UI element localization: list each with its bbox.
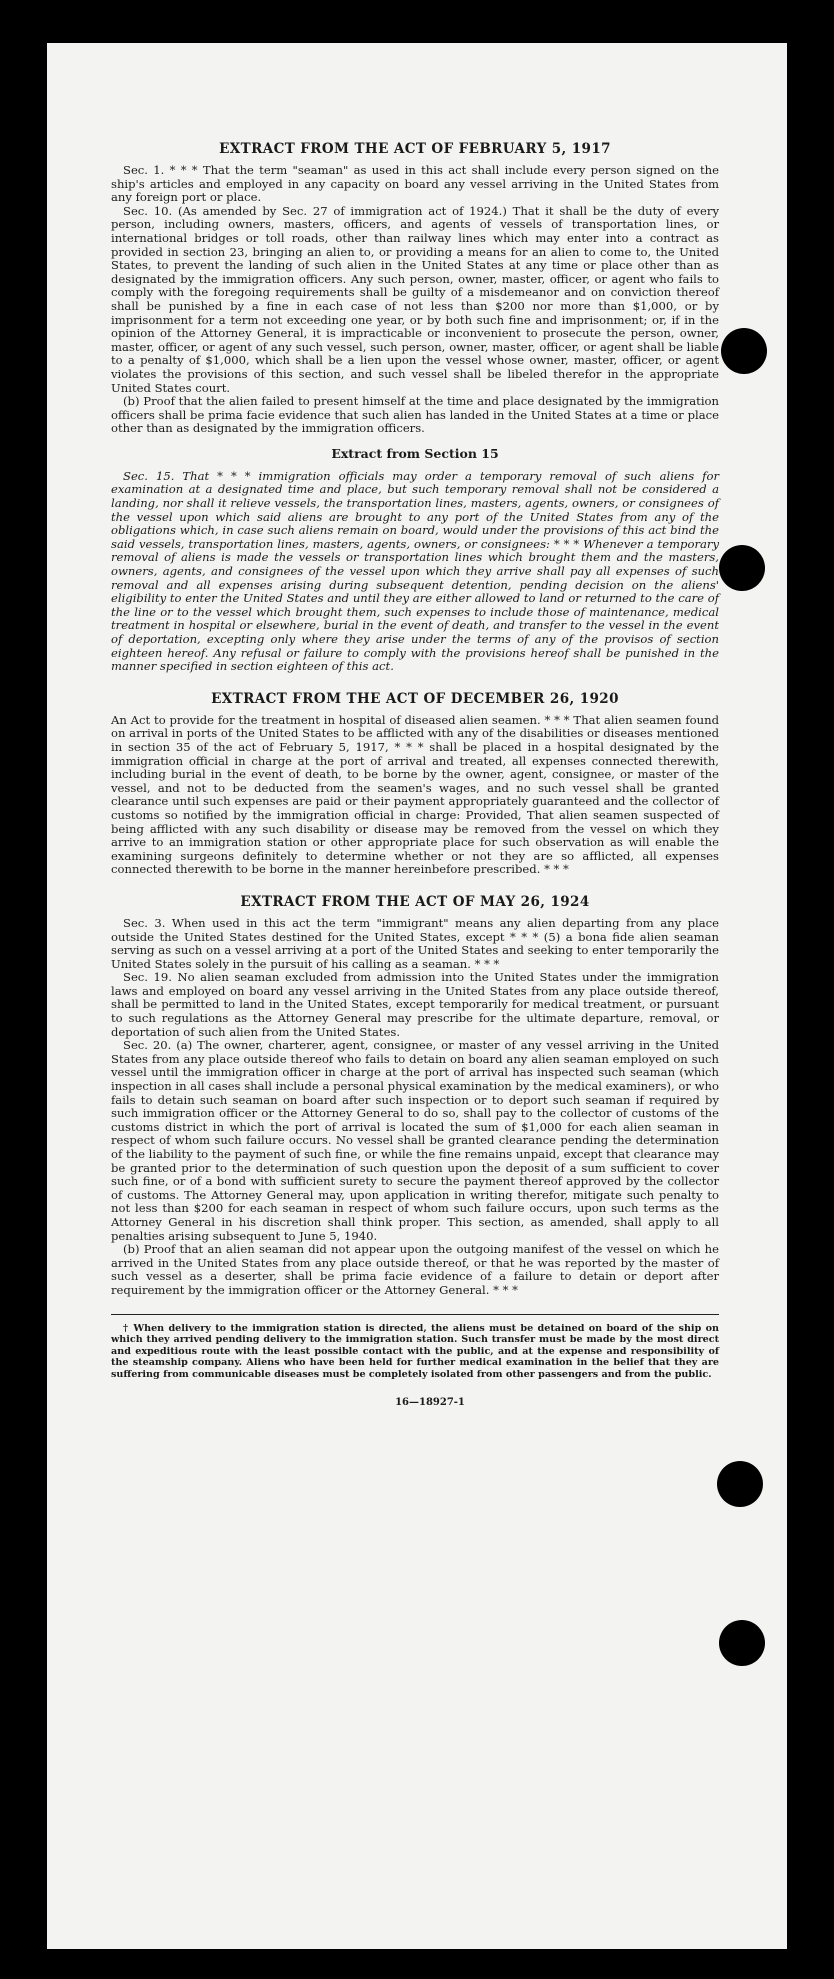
paragraph-sec-10: Sec. 10. (As amended by Sec. 27 of immigration act of 1924.) That it shall be the duty of every person, including owners, masters, officers, and agents of vessels of transportation lines, or international bridges or toll roads, other than railway lines which may enter into a contract as provided in section 23, bringing an alien to, or providing a means for an alien to come to, the United States, to prevent the landing of such alien in the United States at any time or place other than as designated by the immigration officers. Any such person, owner, master, officer, or agent who fails to comply with the foregoing requirements shall be guilty of a misdemeanor and on conviction thereof shall be punished by a fine in each case of not less than $200 nor more than $1,000, or by imprisonment for a term not exceeding one year, or by both such fine and imprisonment; or, if in the opinion of the Attorney General, it is impracticable or inconvenient to prosecute the person, owner, master, officer, or agent of any such vessel, such person, owner, master, officer, or agent shall be liable to a penalty of $1,000, which shall be a lien upon the vessel whose owner, master, officer, or agent violates the provisions of this section, and such vessel shall be libeled therefor in the appropriate United States court. <box>111 203 719 395</box>
heading-act-1920: EXTRACT FROM THE ACT OF DECEMBER 26, 1920 <box>211 690 619 707</box>
document-page <box>47 43 787 1949</box>
punch-hole <box>719 545 765 591</box>
paragraph-sec-10b: (b) Proof that the alien failed to present himself at the time and place designated by the immigration officers shall be prima facie evidence that such alien has landed in the United States at a time or place other than as designated by the immigration officers. <box>111 394 719 436</box>
heading-act-1924: EXTRACT FROM THE ACT OF MAY 26, 1924 <box>240 893 590 910</box>
paragraph-act-1920: An Act to provide for the treatment in hospital of diseased alien seamen. * * * That alien seamen found on arrival in ports of the United States to be afflicted with any of the disabilities or diseases mentioned in section 35 of the act of February 5, 1917, * * * shall be placed in a hospital designated by the immigration official in charge at the port of arrival and treated, all expenses connected therewith, including burial in the event of death, to be borne by the owner, agent, consignee, or master of the vessel, and not to be deducted from the seamen's wages, and no such vessel shall be granted clearance until such expenses are paid or their payment appropriately guaranteed and the collector of customs so notified by the immigration official in charge: Provided, That alien seamen suspected of being afflicted with any such disability or disease may be removed from the vessel on which they arrive to an immigration station or other appropriate place for such observation as will enable the examining surgeons definitely to determine whether or not they are so afflicted, all expenses connected therewith to be borne in the manner hereinbefore prescribed. * * * <box>111 712 719 877</box>
footnote-divider <box>111 1314 719 1315</box>
paragraph-sec-3: Sec. 3. When used in this act the term "immigrant" means any alien departing from any place outside the United States destined for the United States, except * * * (5) a bona fide alien seaman serving as such on a vessel arriving at a port of the United States and seeking to enter temporarily the United States solely in the pursuit of his calling as a seaman. * * * <box>111 915 719 971</box>
punch-hole <box>717 1461 763 1507</box>
heading-section-15: Extract from Section 15 <box>331 445 499 461</box>
paragraph-sec-19: Sec. 19. No alien seaman excluded from admission into the United States under the immigration laws and employed on board any vessel arriving in the United States from any place outside thereof, shall be permitted to land in the United States, except temporarily for medical treatment, or pursuant to such regulations as the Attorney General may prescribe for the ultimate departure, removal, or deportation of such alien from the United States. <box>111 970 719 1039</box>
paragraph-sec-1: Sec. 1. * * * That the term "seaman" as used in this act shall include every person signed on the ship's articles and employed in any capacity on board any vessel arriving in the United States from any foreign port or place. <box>111 163 719 205</box>
paragraph-sec-20a: Sec. 20. (a) The owner, charterer, agent, consignee, or master of any vessel arriving in the United States from any place outside thereof who fails to detain on board any alien seaman employed on such vessel until the immigration officer in charge at the port of arrival has inspected such seaman (which inspection in all cases shall include a personal physical examination by the medical examiners), or who fails to detain such seaman on board after such inspection or to deport such seaman if required by such immigration officer or the Attorney General to do so, shall pay to the collector of customs of the customs district in which the port of arrival is located the sum of $1,000 for each alien seaman in respect of whom such failure occurs. No vessel shall be granted clearance pending the determination of the liability to the payment of such fine, or while the fine remains unpaid, except that clearance may be granted prior to the determination of such question upon the deposit of a sum sufficient to cover such fine, or of a bond with sufficient surety to secure the payment thereof approved by the collector of customs. The Attorney General may, upon application in writing therefor, mitigate such penalty to not less than $200 for each seaman in respect of whom such failure occurs, upon such terms as the Attorney General in his discretion shall think proper. This section, as amended, shall apply to all penalties arising subsequent to June 5, 1940. <box>111 1038 719 1243</box>
punch-hole <box>719 1620 765 1666</box>
heading-act-1917: EXTRACT FROM THE ACT OF FEBRUARY 5, 1917 <box>219 141 611 157</box>
footnote: † When delivery to the immigration station is directed, the aliens must be detained on board of the ship on which they arrived pending delivery to the immigration station. Such transfer must be made by the most direct and expeditious route with the least possible contact with the public, and at the expense and responsibility of the steamship company. Aliens who have been held for further medical examination in the belief that they are suffering from communicable diseases must be completely isolated from other passengers and from the public. <box>111 1322 719 1380</box>
paragraph-sec-20b: (b) Proof that an alien seaman did not appear upon the outgoing manifest of the vessel on which he arrived in the United States from any place outside thereof, or that he was reported by the master of such vessel as a deserter, shall be prima facie evidence of a failure to detain or deport after requirement by the immigration officer or the Attorney General. * * * <box>111 1242 719 1297</box>
form-number: 16—18927-1 <box>395 1396 465 1408</box>
paragraph-sec-15: Sec. 15. That * * * immigration officials may order a temporary removal of such aliens for examination at a designated time and place, but such temporary removal shall not be considered a landing, nor shall it relieve vessels, the transportation lines, masters, agents, owners, or consignees of the vessel upon which said aliens are brought to any port of the United States from any of the obligations which, in case such aliens remain on board, would under the provisions of this act bind the said vessels, transportation lines, masters, agents, owners, or consignees: * * * Whenever a temporary removal of aliens is made the vessels or transportation lines which brought them and the masters, owners, agents, and consignees of the vessel upon which they arrive shall pay all expenses of such removal and all expenses arising during subsequent detention, pending decision on the aliens' eligibility to enter the United States and until they are either allowed to land or returned to the care of the line or to the vessel which brought them, such expenses to include those of maintenance, medical treatment in hospital or elsewhere, burial in the event of death, and transfer to the vessel in the event of deportation, excepting only where they arise under the terms of any of the provisos of section eighteen hereof. Any refusal or failure to comply with the provisions hereof shall be punished in the manner specified in section eighteen of this act. <box>111 468 719 674</box>
document-body <box>111 140 719 1408</box>
punch-hole <box>721 328 767 374</box>
